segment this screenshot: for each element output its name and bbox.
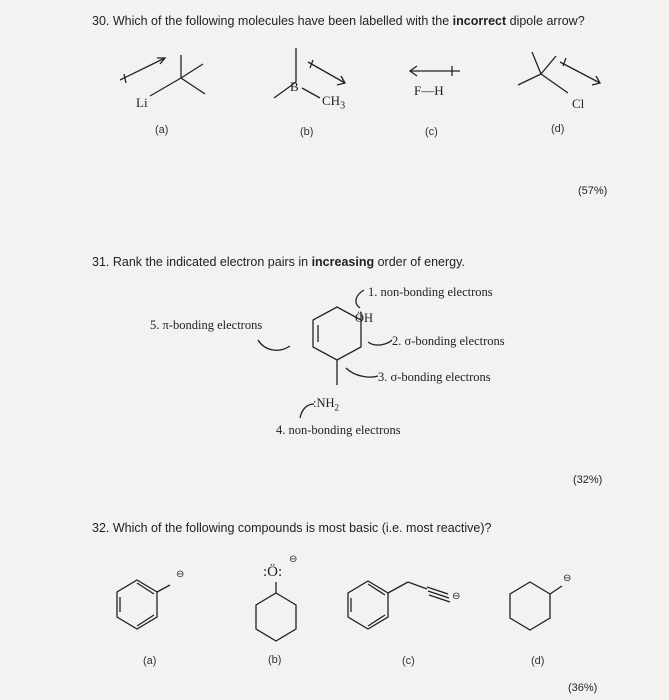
q31-nh2: $:NH_2$ (313, 396, 340, 413)
molecule-c (410, 66, 460, 76)
q32-label-a: (a) (143, 655, 157, 667)
q32-b (256, 582, 296, 641)
atom-cl: Cl (572, 96, 585, 111)
molecule-a (120, 55, 205, 96)
q31-oh: ÖH (355, 311, 374, 325)
atom-b: B (290, 79, 299, 94)
q32-d (510, 582, 562, 630)
q31-item-5: 5. π-bonding electrons (150, 318, 263, 332)
atom-li: Li (136, 95, 148, 110)
q31-item-4: 4. non-bonding electrons (276, 423, 401, 437)
q32-a (117, 580, 170, 629)
q32-a-charge: ⊖ (176, 569, 185, 580)
q32-c (348, 581, 450, 629)
q30-percent: (57%) (578, 185, 608, 197)
q31-item-1: 1. non-bonding electrons (368, 285, 493, 299)
q32-label-d: (d) (531, 655, 545, 667)
q31-question: 31. Rank the indicated electron pairs in increasing order of energy. (92, 255, 465, 269)
q32-c-charge: ⊖ (452, 591, 461, 602)
q32-b-oxygen: :Ö: (263, 564, 283, 580)
q32-question: 32. Which of the following compounds is most basic (i.e. most reactive)? (92, 521, 492, 535)
molecule-d (518, 52, 600, 93)
q31-item-2: 2. σ-bonding electrons (392, 334, 505, 348)
q30-label-c: (c) (425, 126, 438, 138)
q30-label-a: (a) (155, 124, 169, 136)
q32-label-c: (c) (402, 655, 415, 667)
q32-d-charge: ⊖ (563, 573, 572, 584)
q31-percent: (32%) (573, 474, 603, 486)
molecule-b (274, 48, 345, 98)
q32-percent: (36%) (568, 682, 598, 694)
q31-item-3: 3. σ-bonding electrons (378, 370, 491, 384)
q32-b-charge: ⊖ (289, 554, 298, 565)
q30-question: 30. Which of the following molecules have been labelled with the incorrect dipole arrow? (92, 14, 585, 28)
atom-fh: F—H (414, 83, 444, 98)
q30-label-d: (d) (551, 123, 565, 135)
q32-label-b: (b) (268, 654, 282, 666)
q30-label-b: (b) (300, 126, 314, 138)
atom-ch3: $CH_3$ (322, 93, 346, 112)
